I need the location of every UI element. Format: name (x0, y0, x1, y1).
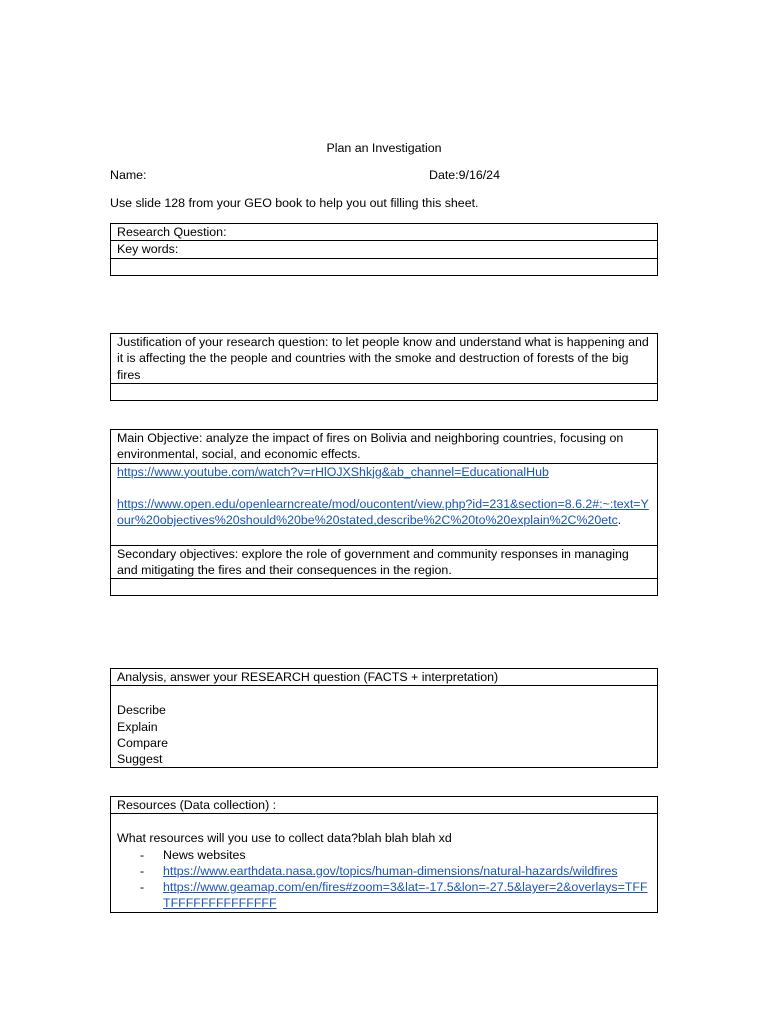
geamap-link[interactable]: https://www.geamap.com/en/fires#zoom=3&lat=-17.5&lon=-27.5&layer=2&overlays=TFFTFFFFFFFFFFFFFF (163, 880, 648, 911)
name-date-row (110, 168, 658, 182)
link-suffix: . (617, 513, 622, 528)
empty-cell[interactable] (111, 258, 658, 275)
analysis-table (110, 668, 658, 768)
resources-table (110, 796, 658, 913)
youtube-link[interactable]: https://www.youtube.com/watch?v=rHlOJXShkjg&ab_channel=EducationalHub (117, 464, 549, 479)
empty-cell[interactable] (111, 579, 658, 596)
name-label: Name: (110, 168, 147, 182)
resources-header-cell[interactable]: Resources (Data collection) : (111, 797, 658, 814)
key-words-cell[interactable]: Key words: (111, 241, 658, 258)
earthdata-link[interactable]: https://www.earthdata.nasa.gov/topics/human-dimensions/natural-hazards/wildfires (163, 863, 618, 878)
describe-item: Describe (117, 703, 166, 718)
justification-cell[interactable]: Justification of your research question: to let people know and understand what is happening and it is affecting the the people and countries with the smoke and destruction of forests of the big fires (111, 334, 658, 384)
analysis-header-cell[interactable]: Analysis, answer your RESEARCH question (FACTS + interpretation) (111, 669, 658, 686)
links-cell[interactable] (111, 463, 658, 545)
page-title: Plan an Investigation (326, 141, 442, 155)
empty-cell[interactable] (111, 383, 658, 400)
open-edu-link[interactable]: https://www.open.edu/openlearncreate/mod/oucontent/view.php?id=231&section=8.6.2#:~:text=Your%20objectives%20should%20be%20stated,describe%2C%20to%20explain%2C%20etc (117, 497, 649, 528)
main-objective-cell[interactable]: Main Objective: analyze the impact of fires on Bolivia and neighboring countries, focusing on environmental, social, and economic effects. (111, 430, 658, 464)
objectives-table (110, 429, 658, 596)
compare-item: Compare (117, 735, 168, 750)
secondary-objectives-cell[interactable]: Secondary objectives: explore the role of government and community responses in managing and mitigating the fires and their consequences in the region. (111, 545, 658, 579)
resources-question: What resources will you use to collect data?blah blah blah xd (117, 831, 452, 846)
list-item: - News websites (140, 847, 246, 862)
research-question-cell[interactable]: Research Question: (111, 224, 658, 241)
date-label: Date:9/16/24 (429, 168, 500, 182)
list-item: - https://www.geamap.com/en/fires#zoom=3&lat=-17.5&lon=-27.5&layer=2&overlays=TFFTFFFFFFFFFFFFFF (140, 880, 648, 911)
resources-list (117, 847, 651, 912)
list-item: - https://www.earthdata.nasa.gov/topics/human-dimensions/natural-hazards/wildfires (140, 863, 618, 878)
analysis-body-cell[interactable] (111, 686, 658, 768)
instruction-text: Use slide 128 from your GEO book to help you out filling this sheet. (110, 196, 479, 210)
explain-item: Explain (117, 719, 158, 734)
research-question-table (110, 223, 658, 276)
suggest-item: Suggest (117, 752, 163, 767)
resources-body-cell[interactable] (111, 814, 658, 912)
justification-table (110, 333, 658, 401)
